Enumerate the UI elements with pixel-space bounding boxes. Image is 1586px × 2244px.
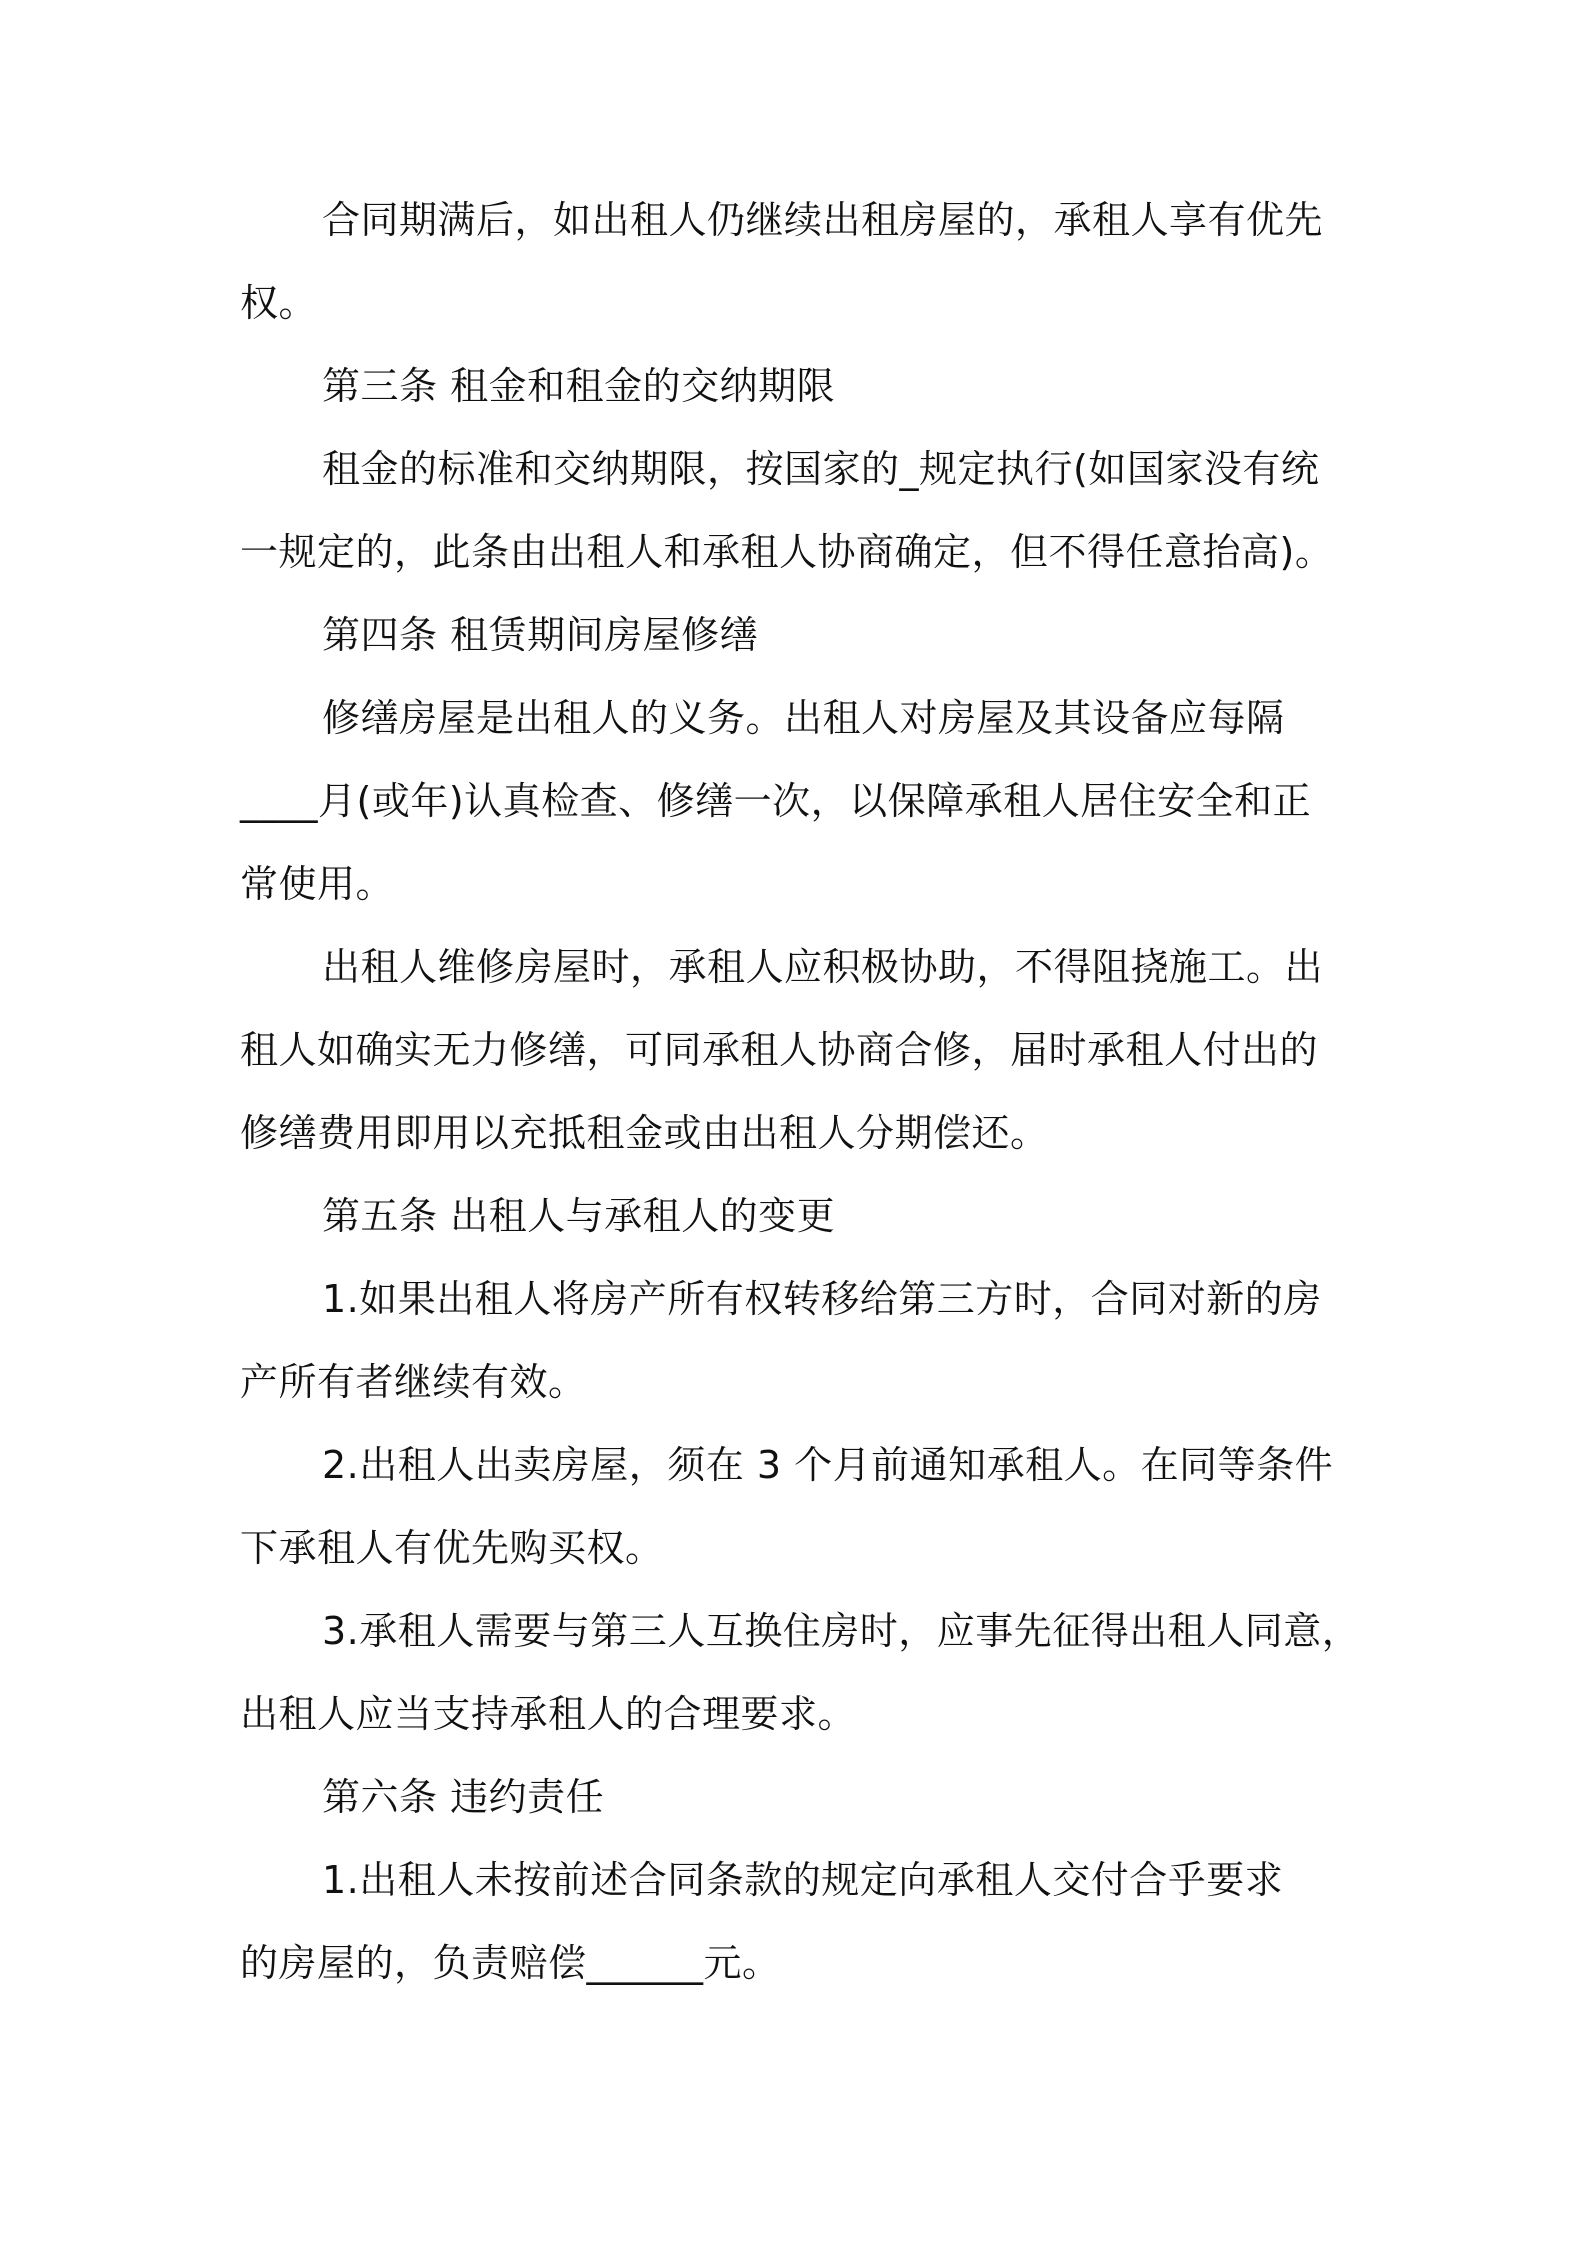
paragraph-line: 出租人应当支持承租人的合理要求。	[240, 1692, 857, 1736]
section-heading: 第六条 违约责任	[322, 1775, 605, 1819]
paragraph-line: 权。	[240, 281, 318, 325]
section-heading: 第五条 出租人与承租人的变更	[322, 1194, 836, 1238]
paragraph-line: 修缮费用即用以充抵租金或由出租人分期偿还。	[240, 1111, 1049, 1155]
paragraph-line: ____月(或年)认真检查、修缮一次，以保障承租人居住安全和正	[240, 779, 1312, 823]
paragraph-line: 合同期满后，如出租人仍继续出租房屋的，承租人享有优先	[322, 198, 1324, 242]
section-heading: 第三条 租金和租金的交纳期限	[322, 364, 836, 408]
paragraph-line: 的房屋的，负责赔偿______元。	[240, 1941, 781, 1985]
paragraph-line: 3.承租人需要与第三人互换住房时，应事先征得出租人同意，	[322, 1609, 1361, 1653]
section-heading: 第四条 租赁期间房屋修缮	[322, 613, 759, 657]
paragraph-line: 常使用。	[240, 862, 395, 906]
paragraph-line: 1.如果出租人将房产所有权转移给第三方时，合同对新的房	[322, 1277, 1322, 1321]
paragraph-line: 出租人维修房屋时，承租人应积极协助，不得阻挠施工。出	[322, 945, 1324, 989]
paragraph-line: 1.出租人未按前述合同条款的规定向承租人交付合乎要求	[322, 1858, 1284, 1902]
paragraph-line: 2.出租人出卖房屋，须在 3 个月前通知承租人。在同等条件	[322, 1443, 1334, 1487]
paragraph-line: 租金的标准和交纳期限，按国家的_规定执行(如国家没有统	[322, 447, 1320, 491]
paragraph-line: 产所有者继续有效。	[240, 1360, 587, 1404]
paragraph-line: 租人如确实无力修缮，可同承租人协商合修，届时承租人付出的	[240, 1028, 1319, 1072]
paragraph-line: 一规定的，此条由出租人和承租人协商确定，但不得任意抬高)。	[240, 530, 1334, 574]
paragraph-line: 下承租人有优先购买权。	[240, 1526, 664, 1570]
paragraph-line: 修缮房屋是出租人的义务。出租人对房屋及其设备应每隔	[322, 696, 1285, 740]
